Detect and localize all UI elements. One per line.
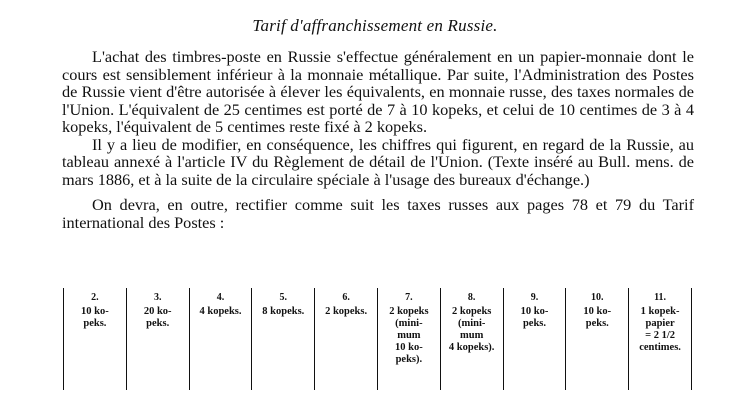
column-number: 5. [279, 292, 288, 303]
table-column [504, 288, 567, 390]
table-column [252, 288, 315, 390]
paragraph-2: Il y a lieu de modifier, en conséquence, les chiffres qui figurent, en regard de la Russie, au tableau annexé à l'article IV du Règlement de détail de l'Union. (Texte inséré au Bull. mens. de mars 1886, et à la suite de la circulaire spéciale à l'usage des bureaux d'échange.) [62, 134, 694, 189]
tariff-table [63, 288, 692, 390]
table-column [441, 288, 504, 390]
column-value: 1 kopek- papier = 2 1/2 centimes. [639, 306, 681, 353]
table-column [64, 288, 127, 390]
column-number: 9. [530, 292, 539, 303]
column-value: 10 ko- peks. [520, 306, 549, 329]
table-column [190, 288, 253, 390]
column-value: 8 kopeks. [262, 306, 305, 317]
column-number: 3. [153, 292, 162, 303]
table-column [378, 288, 441, 390]
column-value: 2 kopeks. [325, 306, 368, 317]
column-value: 10 ko- peks. [583, 306, 612, 329]
column-value: 20 ko- peks. [143, 306, 172, 329]
column-number: 8. [467, 292, 476, 303]
column-number: 11. [654, 292, 667, 303]
table-column [566, 288, 629, 390]
column-number: 10. [591, 292, 604, 303]
paragraph-3: On devra, en outre, rectifier comme suit les taxes russes aux pages 78 et 79 du Tarif international des Postes : [62, 195, 694, 232]
table-column [315, 288, 378, 390]
column-number: 7. [405, 292, 413, 303]
document-title: Tarif d'affranchissement en Russie. [252, 16, 498, 35]
column-value: 10 ko- peks. [81, 306, 109, 329]
table-column [127, 288, 190, 390]
column-number: 4. [216, 292, 225, 303]
table-column [629, 288, 691, 390]
column-number: 6. [342, 292, 350, 303]
column-value: 2 kopeks (mini- mum 4 kopeks). [448, 306, 495, 353]
paragraph-1: L'achat des timbres-poste en Russie s'effectue généralement en un papier-monnaie dont le cours est sensiblement inférieur à la monnaie métallique. Par suite, l'Administration des Postes de Russie vient d'être autorisée à élever les équivalents, en monnaie russe, des taxes normales de l'Union. L'équivalent de 25 centimes est porté de 7 à 10 kopeks, et celui de 10 centimes de 3 à 4 kopeks, l'équivalent de 5 centimes reste fixé à 2 kopeks. [62, 47, 694, 136]
column-value: 4 kopeks. [199, 306, 242, 317]
body-text [62, 48, 694, 231]
column-number: 2. [91, 292, 99, 303]
column-value: 2 kopeks (mini- mum 10 ko- peks). [389, 306, 429, 365]
